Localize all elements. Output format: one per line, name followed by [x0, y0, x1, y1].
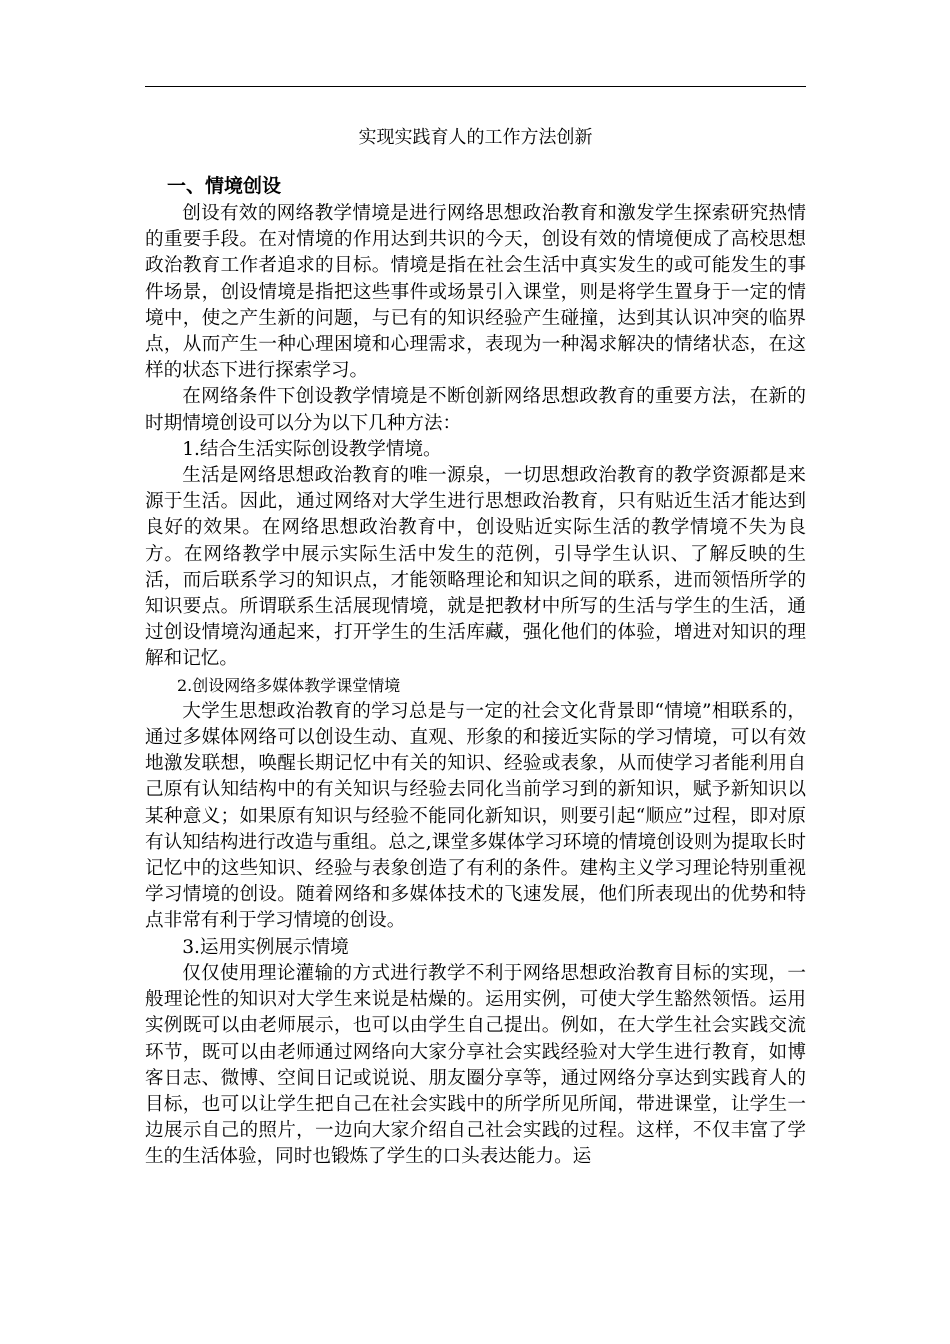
- section-heading: 一、情境创设: [167, 175, 282, 197]
- paragraph-examples: 仅仅使用理论灌输的方式进行教学不利于网络思想政治教育目标的实现，一般理论性的知识对大学生来说是枯燥的。运用实例，可使大学生豁然领悟。运用实例既可以由老师展示，也可以由学生自己提出。例如，在大学生社会实践交流环节，既可以由老师通过网络向大家分享社会实践经验对大学生进行教育，如博客日志、微博、空间日记或说说、朋友圈分享等，通过网络分享达到实践育人的目标，也可以让学生把自己在社会实践中的所学所见所闻，带进课堂，让学生一边展示自己的照片，一边向大家介绍自己社会实践的过程。这样，不仅丰富了学生的生活体验，同时也锻炼了学生的口头表达能力。运: [145, 962, 806, 1168]
- header-rule: [145, 86, 806, 87]
- paragraph-life: 生活是网络思想政治教育的唯一源泉，一切思想政治教育的教学资源都是来源于生活。因此，通过网络对大学生进行思想政治教育，只有贴近生活才能达到良好的效果。在网络思想政治教育中，创设贴近实际生活的教学情境不失为良方。在网络教学中展示实际生活中发生的范例，引导学生认识、了解反映的生活，而后联系学习的知识点，才能领略理论和知识之间的联系，进而领悟所学的知识要点。所谓联系生活展现情境，就是把教材中所写的生活与学生的生活，通过创设情境沟通起来，打开学生的生活库藏，强化他们的体验，增进对知识的理解和记忆。: [145, 465, 806, 670]
- document-title: 实现实践育人的工作方法创新: [358, 127, 593, 148]
- subheading-1: 1.结合生活实际创设教学情境。: [182, 438, 442, 460]
- document-body: [145, 172, 806, 1171]
- paragraph-intro: 创设有效的网络教学情境是进行网络思想政治教育和激发学生探索研究热情的重要手段。在对情境的作用达到共识的今天，创设有效的情境便成了高校思想政治教育工作者追求的目标。情境是指在社会生活中真实发生的或可能发生的事件场景，创设情境是指把这些事件或场景引入课堂，则是将学生置身于一定的情境中，使之产生新的问题，与已有的知识经验产生碰撞，达到其认识冲突的临界点，从而产生一种心理困境和心理需求，表现为一种渴求解决的情绪状态，在这样的状态下进行探索学习。: [145, 203, 806, 382]
- paragraph-methods: 在网络条件下创设教学情境是不断创新网络思想政教育的重要方法，在新的时期情境创设可以分为以下几种方法：: [145, 386, 806, 434]
- subheading-3: 3.运用实例展示情境: [182, 936, 349, 958]
- paragraph-multimedia: 大学生思想政治教育的学习总是与一定的社会文化背景即“情境”相联系的，通过多媒体网络可以创设生动、直观、形象的和接近实际的学习情境，可以有效地激发联想，唤醒长期记忆中有关的知识、经验或表象，从而使学习者能利用自己原有认知结构中的有关知识与经验去同化当前学习到的新知识，赋予新知识以某种意义；如果原有知识与经验不能同化新知识，则要引起“顺应”过程，即对原有认知结构进行改造与重组。总之,课堂多媒体学习环境的情境创设则为提取长时记忆中的这些知识、经验与表象创造了有利的条件。建构主义学习理论特别重视学习情境的创设。随着网络和多媒体技术的飞速发展，他们所表现出的优势和特点非常有利于学习情境的创设。: [145, 700, 806, 932]
- subheading-2: 2.创设网络多媒体教学课堂情境: [177, 675, 401, 695]
